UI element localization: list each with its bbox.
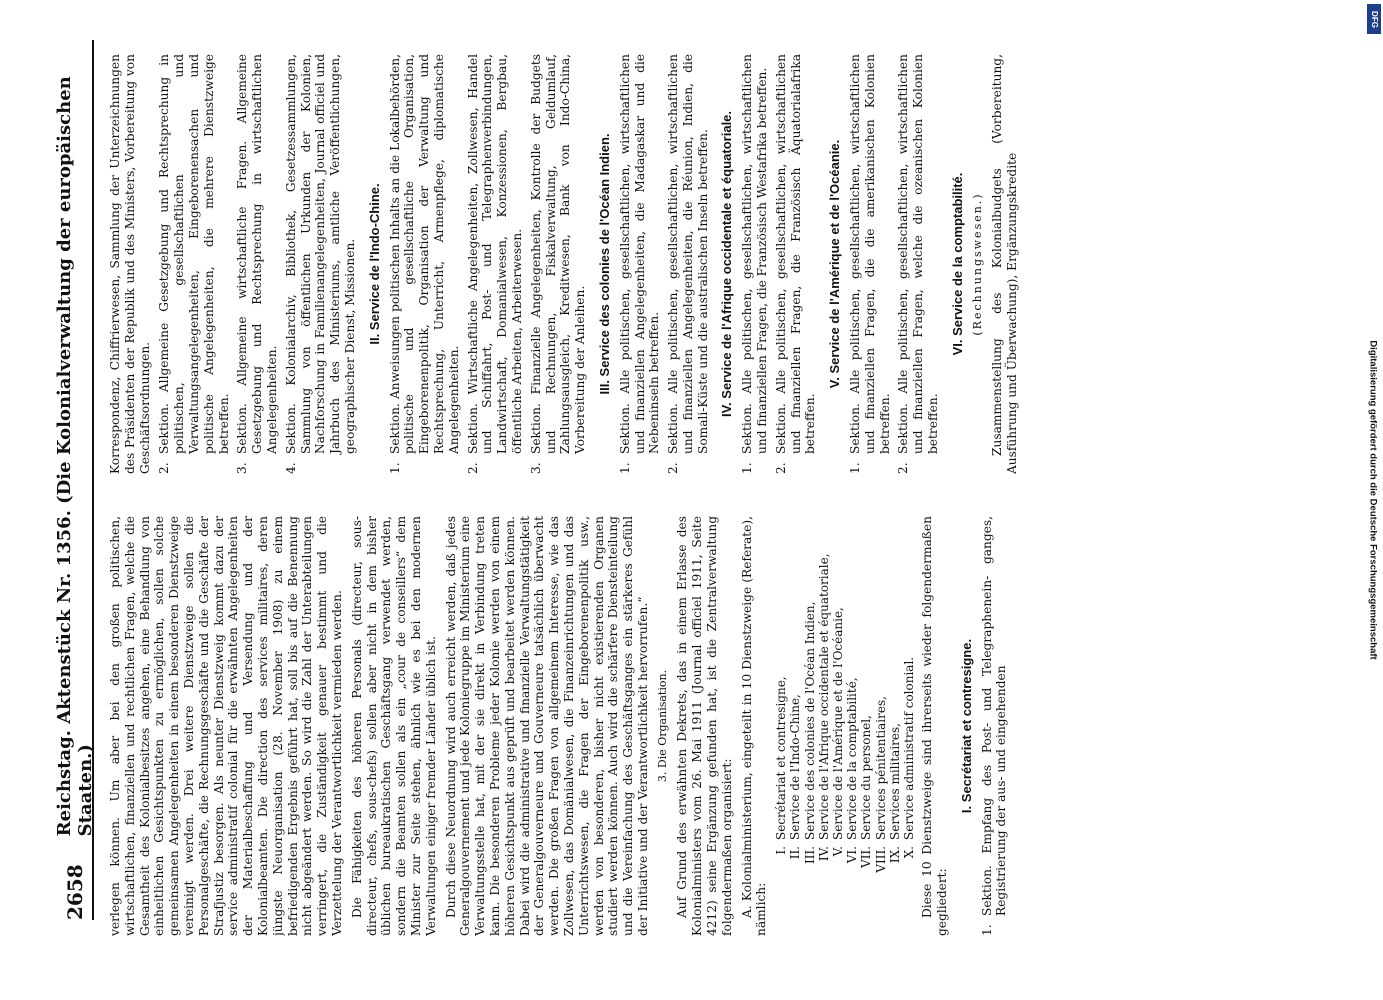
- list-item: V. Service de l'Amérique et de l'Océanie,: [831, 607, 846, 857]
- section-item: 1. Sektion. Alle politischen, gesellschaftlichen, wirtschaftlichen und finanziellen Fragen, die die amerikanischen Kolonien betreffen.: [848, 54, 892, 474]
- section-item: 1. Sektion. Empfang des Post- und Telegraphenein- ganges, Registrierung der aus- und eingehenden: [979, 516, 1009, 936]
- section-item: 1. Sektion. Alle politischen, gesellschaftlichen, wirtschaftlichen und finanziellen Angelegenheiten, die Madagaskar und die Nebeninseln betreffen.: [617, 54, 662, 474]
- section-item: 3. Sektion. Allgemeine wirtschaftliche Fragen. Allgemeine Gesetzgebung und Rechtsprechung in wirtschaftlichen Angelegenheiten.: [235, 54, 279, 474]
- section-item: 4. Sektion. Kolonialarchiv, Bibliothek, Gesetzessammlungen, Sammlung von öffentlichen Urkunden der Kolonien, Nachforschung in Familienangelegenheiten, Journal officiel und Jahrbuch des Ministeriums, amtliche Veröffentlichungen, geographischer Dienst, Missionen.: [283, 54, 357, 474]
- section-heading: II. Service de l'Indo-Chine.: [366, 183, 382, 345]
- section-heading: VI. Service de la comptabilité.: [949, 172, 965, 356]
- paragraph: Auf Grund des erwähnten Dekrets, das in einem Erlasse des Kolonialministers vom 26. Mai 1911 (Journal officiel 1911, Seite 4212) seine Ergänzung gefunden hat, ist die Zentralverwaltung folgendermaßen organisiert:: [675, 516, 734, 936]
- section-heading: V. Service de l'Amérique et de l'Océanie.: [827, 139, 843, 389]
- page-number: 2658: [63, 864, 87, 920]
- paragraph: verlegen können. Um aber bei den großen politischen, wirtschaftlichen, finanziellen und rechtlichen Fragen, welche die Gesamtheit des Kolonialbesitzes angehen, eine Behandlung von einheitlichen Gesichtspunkten zu ermöglichen, sollen solche gemeinsamen Angelegenheiten in einem besonderen Dienstzweige vereinigt werden. Drei weitere Dienstzweige sollen die Personalgeschäfte, die Rechnungsgeschäfte und die Geschäfte der Strafjustiz besorgen. Als neunter Dienstzweig kommt dazu der service administratif colonial für die erwähnten Angelegenheiten der Materialbeschaffung und Versendung und der Kolonialbeamten. Die direction des services militaires, deren jüngste Neuorganisation (28. November 1908) zu einem befriedigenden Ergebnis geführt hat, soll bis auf die Benennung nicht abgeändert werden. So wird die Zahl der Unterabteilungen verringert, die Zuständigkeit genauer bestimmt und die Verzettelung der Verantwortlichkeit vermieden werden.: [108, 516, 344, 936]
- page-header: [54, 40, 96, 920]
- section-item: 2. Sektion. Alle politischen, gesellschaftlichen, wirtschaftlichen und finanziellen Fragen, die Französisch Äquatorialafrika betreffen.: [773, 54, 818, 474]
- list-item: X. Service administratif colonial.: [902, 656, 917, 859]
- list-item: VI. Service de la comptabilité,: [845, 677, 860, 864]
- section-item: 2. Sektion. Wirtschaftliche Angelegenheiten, Zollwesen, Handel und Schiffahrt, Post- und Telegraphenverbindungen, Landwirtschaft, Domanialwesen, Konzessionen, Bergbau, öffentliche Arbeiten, Arbeiterwesen.: [465, 54, 524, 474]
- section-item: 3. Sektion. Finanzielle Angelegenheiten, Kontrolle der Budgets und Rechnungen, Fiskalverwaltung, Geldumlauf, Zahlungsausgleich, Kreditwesen, Bank von Indo-China, Vorbereitung der Anleihen.: [528, 54, 588, 474]
- list-item: VIII. Services pénitentiaires,: [873, 696, 888, 873]
- list-item: IV. Service de l'Afrique occidentale et équatoriale,: [816, 553, 831, 862]
- paragraph: Durch diese Neuordnung wird auch erreicht werden, daß jedes Generalgouvernement und jede Koloniegruppe im Ministerium eine Verwaltungsstelle hat, mit der sie direkt in Verbindung treten kann. Die besonderen Probleme jeder Kolonie werden von einem höheren Gesichtspunkt aus geprüft und bearbeitet werden können. Dabei wird die administrative und finanzielle Verwaltungstätigkeit der Generalgouverneure und Gouverneure tatsächlich überwacht werden. Die großen Fragen von allgemeinem Interesse, wie das Zollwesen, das Domänialwesen, die Finanzeinrichtungen und das Unterrichtswesen, die Fragen der Eingeborenenpolitik usw., werden von besonderen, bisher nicht existierenden Organen studiert werden können. Auch wird die schärfere Diensteinteilung und die Vereinfachung des Geschäftsganges ein stärkeres Gefühl der Initiative und der Verantwortlichkeit hervorrufen.“: [443, 516, 650, 936]
- paragraph: Diese 10 Dienstzweige sind ihrerseits wieder folgendermaßen gegliedert:: [920, 516, 950, 936]
- paragraph: Korrespondenz, Chiffrierwesen, Sammlung der Unterzeichnungen des Präsidenten der Republik und des Ministers, Vorbereitung von Geschäftsordnungen.: [108, 54, 152, 474]
- list-item: VII. Service du personel,: [859, 715, 874, 868]
- section-item: 2. Sektion. Alle politischen, gesellschaftlichen, wirtschaftlichen und finanziellen Angelegenheiten, die Réunion, Indien, die Somali-Küste und die australischen Inseln betreffen.: [666, 54, 710, 474]
- section-subheading: (Rechnungswesen.): [970, 192, 984, 336]
- list-item: III. Service des colonies de l'Océan Indien,: [802, 601, 817, 865]
- paragraph: Die Fähigkeiten des höheren Personals (directeur, sous-directeur, chefs, sous-chefs) sollen aber nicht in dem bisher üblichen bureaukratischen Geschäftsgang verwendet werden, sondern die Beamten sollen als ein „cour de conseillers“ dem Minister zur Seite stehen, ähnlich wie es bei den modernen Verwaltungen einiger fremder Länder üblich ist.: [349, 516, 438, 936]
- section-item: 1. Sektion. Alle politischen, gesellschaftlichen, wirtschaftlichen und finanziellen Fragen, die Französisch Westafrika betreffen.: [740, 54, 770, 474]
- section-subheading: 3. Die Organisation.: [655, 669, 669, 783]
- left-column: [108, 516, 1300, 936]
- digitization-credit: Digitalisierung gefördert durch die Deutsche Forschungsgemeinschaft: [1367, 340, 1379, 660]
- section-item: 2. Sektion. Allgemeine Gesetzgebung und Rechtsprechung in politischen, gesellschaftlichen und Verwaltungsangelegenheiten, Eingeborenensachen und politische Angelegenheiten, die mehrere Dienstzweige betreffen.: [157, 54, 231, 474]
- section-item: 1. Sektion. Anweisungen politischen Inhalts an die Lokalbehörden, politische und gesellschaftliche Organisation, Eingeborenenpolitik, Organisation der Verwaltung und Rechtsprechung, Unterricht, Armenpflege, diplomatische Angelegenheiten.: [387, 54, 461, 474]
- dfg-logo: DFG: [1367, 4, 1381, 34]
- section-heading: I. Secrétariat et contresigne.: [958, 638, 974, 814]
- list-item: I. Secrétariat et contresigne,: [774, 676, 789, 855]
- right-column: [108, 54, 1300, 474]
- section-heading: III. Service des colonies de l'Océan Indien.: [596, 133, 612, 395]
- list-item: IX. Services militaires,: [887, 723, 902, 864]
- department-list: [774, 516, 916, 882]
- paragraph: A. Kolonialministerium, eingeteilt in 10 Dienstzweige (Referate), nämlich:: [739, 516, 769, 936]
- paragraph: Zusammenstellung des Kolonialbudgets (Vorbereitung, Ausführung und Überwachung), Ergänzungskredite: [990, 54, 1020, 474]
- section-heading: IV. Service de l'Afrique occidentale et équatoriale.: [719, 110, 735, 418]
- list-item: II. Service de l'Indo-Chine,: [788, 694, 803, 860]
- running-title: Reichstag. Aktenstück Nr. 1356. (Die Kolonialverwaltung der europäischen Staaten.): [54, 76, 96, 837]
- section-item: 2. Sektion. Alle politischen, gesellschaftlichen, wirtschaftlichen und finanziellen Fragen, welche die ozeanischen Kolonien betreffen.: [896, 54, 941, 474]
